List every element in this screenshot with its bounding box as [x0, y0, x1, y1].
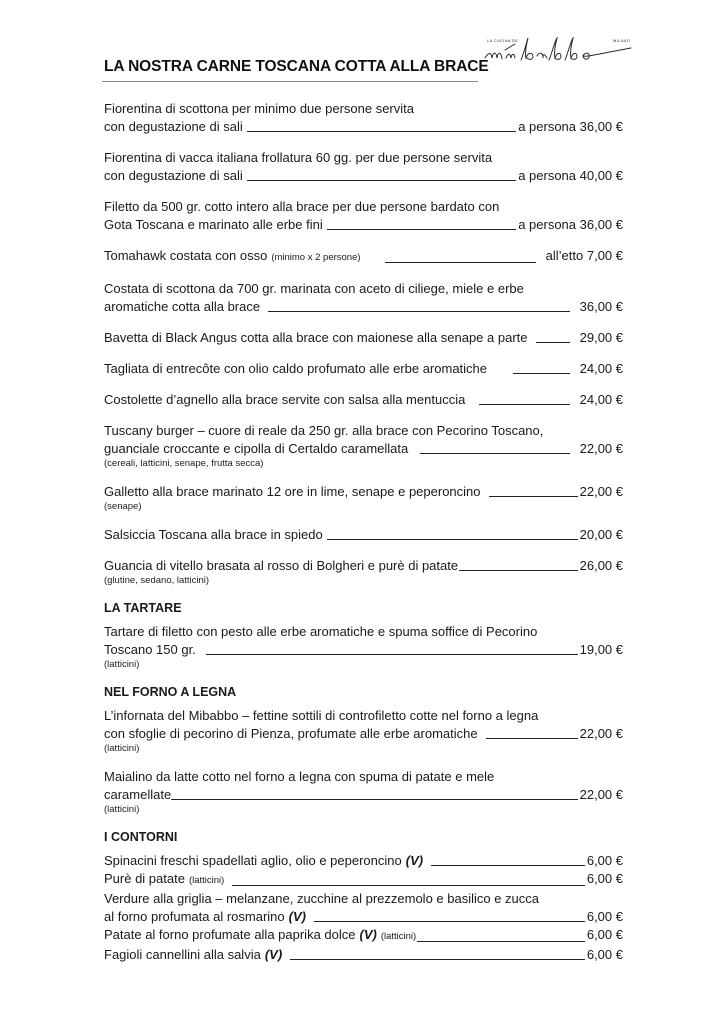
- menu-item-patate: Patate al forno profumate alla paprika dolce (V) (latticini) 6,00 €: [104, 926, 623, 946]
- logo-suffix: MILANO: [613, 38, 631, 43]
- item-note: (latticini): [188, 875, 225, 886]
- item-price: all’etto 7,00 €: [545, 248, 623, 263]
- vegetarian-badge: (V): [359, 927, 377, 942]
- item-note: (latticini): [380, 931, 417, 942]
- menu-item-verdure: Verdure alla griglia – melanzane, zucchine al prezzemolo e basilico e zucca al forno profumata al rosmarino (V) 6,00 €: [104, 891, 623, 924]
- dotted-leader: [327, 538, 578, 540]
- item-price: 6,00 €: [586, 927, 623, 942]
- item-price: 24,00 €: [579, 392, 623, 407]
- vegetarian-badge: (V): [405, 853, 424, 868]
- menu-item-costata: Costata di scottona da 700 gr. marinata con aceto di ciliege, miele e erbe aromatiche cotta alla brace 36,00 €: [104, 281, 623, 314]
- vegetarian-badge: (V): [288, 909, 306, 924]
- menu-item-bavetta: Bavetta di Black Angus cotta alla brace con maionese alla senape a parte 29,00 €: [104, 330, 623, 345]
- dotted-leader: [206, 653, 578, 655]
- allergen-note: (cereali, latticini, senape, frutta secca): [104, 458, 264, 469]
- dotted-leader: [290, 958, 585, 960]
- dotted-leader: [232, 884, 585, 886]
- logo-prefix: LA CUCINA DE: [487, 38, 519, 43]
- allergen-note: (latticini): [104, 743, 140, 754]
- dotted-leader: [417, 940, 585, 942]
- item-price: 22,00 €: [579, 726, 623, 741]
- item-price: 6,00 €: [586, 909, 623, 924]
- dotted-leader: [536, 341, 570, 343]
- menu-content: [104, 100, 623, 964]
- item-price: 6,00 €: [586, 853, 623, 868]
- menu-item-costolette: Costolette d’agnello alla brace servite con salsa alla mentuccia 24,00 €: [104, 392, 623, 407]
- dotted-leader: [327, 228, 516, 230]
- menu-item-maialino: Maialino da latte cotto nel forno a legna con spuma di patate e mele caramellate 22,00 € (latticini): [104, 769, 623, 815]
- item-price: a persona 36,00 €: [518, 119, 623, 134]
- allergen-note: (glutine, sedano, latticini): [104, 575, 210, 586]
- menu-item-pure: Purè di patate (latticini) 6,00 €: [104, 870, 623, 890]
- item-price: 22,00 €: [579, 484, 623, 499]
- item-price: 6,00 €: [586, 947, 623, 962]
- menu-item-filetto: Filetto da 500 gr. cotto intero alla brace per due persone bardato con Gota Toscana e marinato alle erbe fini a persona 36,00 €: [104, 199, 623, 232]
- item-price: 26,00 €: [579, 558, 623, 573]
- item-price: 29,00 €: [579, 330, 623, 345]
- menu-item-tagliata: Tagliata di entrecôte con olio caldo profumato alle erbe aromatiche 24,00 €: [104, 361, 623, 376]
- menu-item-fagioli: Fagioli cannellini alla salvia (V) 6,00 €: [104, 947, 623, 962]
- dotted-leader: [314, 920, 585, 922]
- dotted-leader: [459, 569, 578, 571]
- menu-item-guancia: Guancia di vitello brasata al rosso di Bolgheri e purè di patate 26,00 € (glutine, sedano, latticini): [104, 558, 623, 586]
- item-price: 20,00 €: [579, 527, 623, 542]
- item-price: 36,00 €: [579, 299, 623, 314]
- dotted-leader: [513, 372, 570, 374]
- dotted-leader: [171, 798, 577, 800]
- section-heading-tartare: LA TARTARE: [104, 601, 182, 615]
- menu-item-fiorentina-vacca: Fiorentina di vacca italiana frollatura 60 gg. per due persone servita con degustazione di sali a persona 40,00 €: [104, 150, 623, 183]
- menu-item-fiorentina-scottona: Fiorentina di scottona per minimo due persone servita con degustazione di sali a persona 36,00 €: [104, 101, 623, 134]
- dotted-leader: [247, 179, 516, 181]
- menu-item-infornata: L’infornata del Mibabbo – fettine sottili di controfiletto cotte nel forno a legna con sfoglie di pecorino di Pienza, profumate alle erbe aromatiche 22,00 € (latticini): [104, 708, 623, 754]
- dotted-leader: [247, 130, 516, 132]
- title-underline: [102, 81, 478, 82]
- item-price: 22,00 €: [579, 787, 623, 802]
- dotted-leader: [479, 403, 569, 405]
- section-heading-contorni: I CONTORNI: [104, 830, 178, 844]
- dotted-leader: [431, 864, 585, 866]
- allergen-note: (latticini): [104, 804, 140, 815]
- dotted-leader: [385, 261, 536, 263]
- item-price: a persona 40,00 €: [518, 168, 623, 183]
- dotted-leader: [486, 737, 578, 739]
- menu-item-tomahawk: Tomahawk costata con osso (minimo x 2 persone) all’etto 7,00 €: [104, 247, 623, 267]
- dotted-leader: [420, 452, 569, 454]
- menu-item-galletto: Galletto alla brace marinato 12 ore in lime, senape e peperoncino 22,00 € (senape): [104, 484, 623, 512]
- item-price: 19,00 €: [579, 642, 623, 657]
- dotted-leader: [489, 495, 578, 497]
- item-price: a persona 36,00 €: [518, 217, 623, 232]
- menu-item-spinacini: Spinacini freschi spadellati aglio, olio e peperoncino (V) 6,00 €: [104, 853, 623, 868]
- section-heading-forno: NEL FORNO A LEGNA: [104, 685, 237, 699]
- dotted-leader: [268, 310, 570, 312]
- restaurant-logo: [481, 32, 636, 72]
- menu-item-tuscany-burger: Tuscany burger – cuore di reale da 250 gr. alla brace con Pecorino Toscano, guanciale croccante e cipolla di Certaldo caramellata 22,00 € (cereali, latticini, senape, frutta secca): [104, 423, 623, 469]
- menu-item-tartare-filetto: Tartare di filetto con pesto alle erbe aromatiche e spuma soffice di Pecorino Toscano 150 gr. 19,00 € (latticini): [104, 624, 623, 670]
- allergen-note: (latticini): [104, 659, 140, 670]
- menu-item-salsiccia: Salsiccia Toscana alla brace in spiedo 20,00 €: [104, 527, 623, 542]
- item-note: (minimo x 2 persone): [271, 252, 361, 263]
- item-price: 24,00 €: [579, 361, 623, 376]
- allergen-note: (senape): [104, 501, 142, 512]
- item-price: 6,00 €: [586, 871, 623, 886]
- item-price: 22,00 €: [579, 441, 623, 456]
- page-title: LA NOSTRA CARNE TOSCANA COTTA ALLA BRACE: [104, 58, 489, 75]
- vegetarian-badge: (V): [264, 947, 283, 962]
